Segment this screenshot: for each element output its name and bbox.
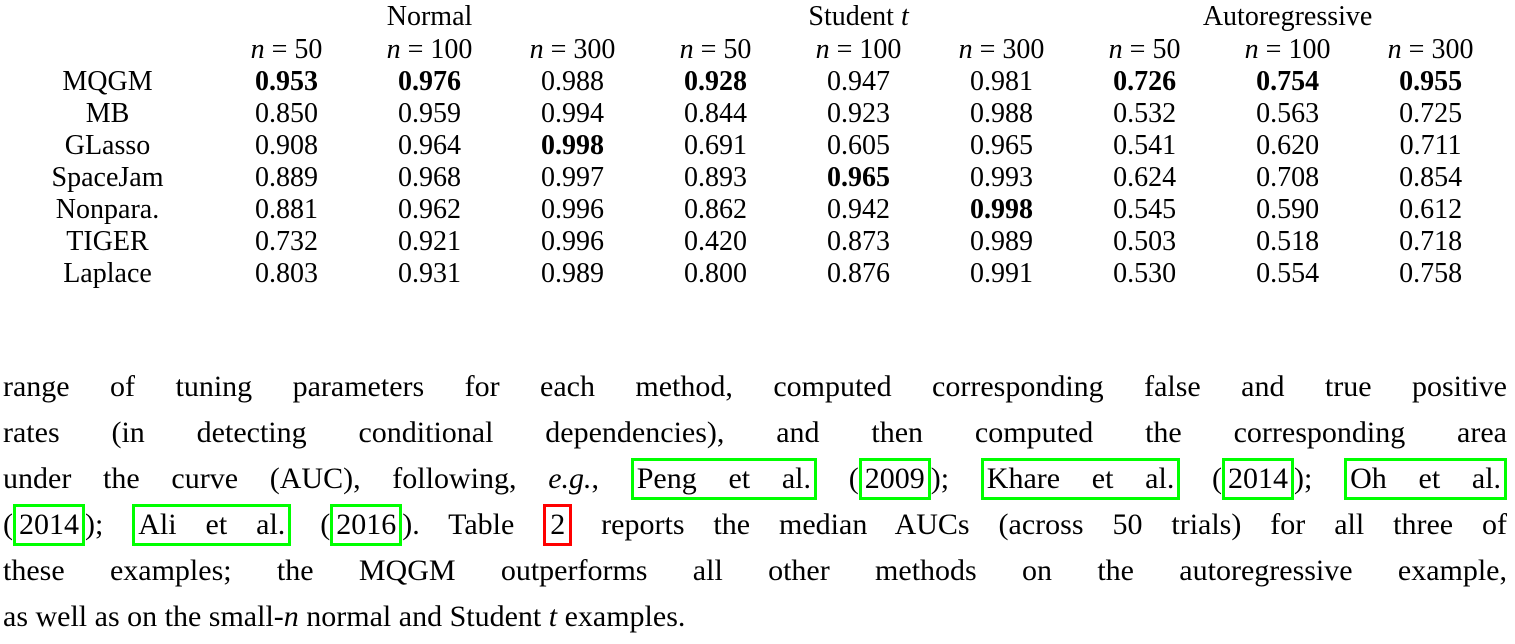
corner-cell — [0, 33, 215, 66]
auc-value-cell: 0.624 — [1113, 162, 1177, 193]
auc-value-cell: 0.754 — [1256, 66, 1320, 97]
auc-value-cell: 0.889 — [255, 162, 318, 193]
auc-value-cell: 0.997 — [541, 162, 605, 193]
paragraph-line — [3, 548, 1507, 594]
auc-value-cell: 0.691 — [684, 130, 748, 161]
column-header-n-100 — [1216, 33, 1359, 66]
column-header-row — [0, 33, 1502, 66]
citation-link[interactable]: 2014 — [13, 504, 85, 546]
method-label: Nonpara. — [55, 194, 160, 225]
text-run: ); — [85, 508, 133, 541]
group-header-label: Student — [808, 1, 901, 32]
auc-value-cell: 0.545 — [1113, 194, 1177, 225]
auc-value-cell: 0.976 — [398, 66, 461, 97]
auc-value-cell: 0.563 — [1256, 98, 1320, 129]
text-run: ( — [291, 508, 331, 541]
column-header-n-100 — [358, 33, 501, 66]
auc-value-cell: 0.532 — [1113, 98, 1177, 129]
column-header-value: = 50 — [1122, 33, 1181, 65]
results-table-section — [0, 0, 1515, 290]
auc-value-cell: 0.725 — [1399, 98, 1463, 129]
text-run: range of tuning parameters for each method, computed corresponding false and true positive — [3, 370, 1507, 403]
method-label: TIGER — [66, 226, 149, 257]
math-var-n: n — [529, 33, 544, 65]
auc-value-cell: 0.893 — [684, 162, 748, 193]
text-run: these examples; the MQGM outperforms all other methods on the autoregressive example, — [3, 554, 1507, 587]
method-label: GLasso — [64, 130, 151, 161]
group-header-normal — [215, 1, 644, 33]
group-header-autoregressive — [1073, 1, 1502, 33]
auc-value-cell: 0.994 — [541, 98, 605, 129]
math-var-n: n — [1108, 33, 1123, 65]
auc-value-cell: 0.844 — [684, 98, 748, 129]
citation-link[interactable]: Khare et al. — [981, 458, 1181, 500]
group-header-label: Normal — [386, 1, 473, 32]
group-header-math: t — [900, 1, 909, 32]
auc-value-cell: 0.996 — [541, 226, 605, 257]
paragraph-line — [3, 364, 1507, 410]
column-header-value: = 100 — [400, 33, 473, 65]
corner-cell — [0, 1, 215, 33]
auc-value-cell: 0.803 — [255, 258, 318, 289]
auc-value-cell: 0.518 — [1256, 226, 1320, 257]
text-run: , — [591, 462, 631, 495]
auc-value-cell: 0.988 — [541, 66, 605, 97]
method-label: Laplace — [63, 258, 152, 289]
math-var-n: n — [1387, 33, 1402, 65]
math-var-n: n — [815, 33, 830, 65]
column-header-value: = 300 — [972, 33, 1045, 65]
text-run: ); — [930, 462, 981, 495]
citation-link[interactable]: Oh et al. — [1344, 458, 1507, 500]
auc-value-cell: 0.876 — [827, 258, 891, 289]
auc-value-cell: 0.732 — [255, 226, 318, 257]
auc-value-cell: 0.554 — [1256, 258, 1320, 289]
column-header-n-50 — [644, 33, 787, 66]
italic-run: t — [548, 600, 558, 633]
table-row — [0, 66, 1502, 98]
auc-value-cell: 0.947 — [827, 66, 891, 97]
auc-value-cell: 0.993 — [970, 162, 1034, 193]
group-header-row — [0, 1, 1502, 33]
auc-value-cell: 0.908 — [255, 130, 318, 161]
auc-results-table — [0, 1, 1502, 290]
auc-value-cell: 0.503 — [1113, 226, 1177, 257]
auc-value-cell: 0.998 — [541, 130, 605, 161]
group-header-student-t — [644, 1, 1073, 33]
auc-value-cell: 0.921 — [398, 226, 461, 257]
auc-value-cell: 0.991 — [970, 258, 1034, 289]
table-row — [0, 194, 1502, 226]
column-header-n-50 — [1073, 33, 1216, 66]
column-header-value: = 100 — [1258, 33, 1331, 65]
table-row — [0, 98, 1502, 130]
text-run: ). Table — [402, 508, 544, 541]
citation-link[interactable]: 2009 — [859, 458, 931, 500]
citation-link[interactable]: 2014 — [1222, 458, 1294, 500]
column-header-n-50 — [215, 33, 358, 66]
auc-value-cell: 0.873 — [827, 226, 891, 257]
paragraph-line — [3, 410, 1507, 456]
text-run: ( — [3, 508, 13, 541]
method-label: MQGM — [62, 66, 153, 97]
table-ref-link[interactable]: 2 — [543, 504, 572, 546]
auc-value-cell: 0.718 — [1399, 226, 1463, 257]
auc-value-cell: 0.968 — [398, 162, 461, 193]
auc-value-cell: 0.928 — [684, 66, 748, 97]
auc-value-cell: 0.989 — [970, 226, 1034, 257]
auc-value-cell: 0.862 — [684, 194, 748, 225]
auc-value-cell: 0.711 — [1399, 130, 1462, 161]
auc-value-cell: 0.590 — [1256, 194, 1320, 225]
auc-value-cell: 0.923 — [827, 98, 891, 129]
text-run: examples. — [557, 600, 686, 633]
method-label: MB — [85, 98, 130, 129]
column-header-n-100 — [787, 33, 930, 66]
auc-value-cell: 0.726 — [1113, 66, 1177, 97]
paragraph-line — [3, 502, 1507, 548]
auc-value-cell: 0.800 — [684, 258, 748, 289]
auc-value-cell: 0.612 — [1399, 194, 1463, 225]
column-header-n-300 — [930, 33, 1073, 66]
group-header-label: Autoregressive — [1202, 1, 1373, 32]
auc-value-cell: 0.953 — [255, 66, 318, 97]
math-var-n: n — [250, 33, 265, 65]
auc-value-cell: 0.541 — [1113, 130, 1177, 161]
auc-value-cell: 0.998 — [970, 194, 1034, 225]
auc-value-cell: 0.988 — [970, 98, 1034, 129]
citation-link[interactable]: Ali et al. — [132, 504, 291, 546]
table-row — [0, 162, 1502, 194]
auc-value-cell: 0.420 — [684, 226, 748, 257]
text-run: reports the median AUCs (across 50 trials) for all three of — [572, 508, 1508, 541]
auc-value-cell: 0.965 — [827, 162, 891, 193]
text-run: under the curve (AUC), following, — [3, 462, 549, 495]
table-row — [0, 226, 1502, 258]
column-header-value: = 300 — [1401, 33, 1474, 65]
paragraph-line — [3, 594, 1507, 640]
math-var-n: n — [1244, 33, 1259, 65]
text-run: as well as on the small- — [3, 600, 284, 633]
auc-value-cell: 0.850 — [255, 98, 318, 129]
auc-value-cell: 0.989 — [541, 258, 605, 289]
auc-value-cell: 0.942 — [827, 194, 891, 225]
text-run: ( — [817, 462, 859, 495]
auc-value-cell: 0.758 — [1399, 258, 1463, 289]
column-header-value: = 100 — [829, 33, 902, 65]
citation-link[interactable]: 2016 — [330, 504, 402, 546]
citation-link[interactable]: Peng et al. — [631, 458, 817, 500]
auc-value-cell: 0.959 — [398, 98, 461, 129]
auc-value-cell: 0.964 — [398, 130, 461, 161]
auc-value-cell: 0.996 — [541, 194, 605, 225]
method-label: SpaceJam — [51, 162, 164, 193]
auc-value-cell: 0.962 — [398, 194, 461, 225]
auc-value-cell: 0.708 — [1256, 162, 1320, 193]
text-run: rates (in detecting conditional dependencies), and then computed the corresponding area — [3, 416, 1507, 449]
auc-value-cell: 0.854 — [1399, 162, 1463, 193]
table-row — [0, 130, 1502, 162]
math-var-n: n — [958, 33, 973, 65]
column-header-n-300 — [1359, 33, 1502, 66]
paragraph-line — [3, 456, 1507, 502]
auc-value-cell: 0.605 — [827, 130, 891, 161]
italic-run: n — [283, 600, 299, 633]
auc-value-cell: 0.530 — [1113, 258, 1177, 289]
auc-value-cell: 0.955 — [1399, 66, 1463, 97]
auc-value-cell: 0.965 — [970, 130, 1034, 161]
table-row — [0, 258, 1502, 290]
text-run: ); — [1294, 462, 1345, 495]
italic-run: e.g. — [548, 462, 592, 495]
column-header-value: = 300 — [543, 33, 616, 65]
auc-value-cell: 0.620 — [1256, 130, 1320, 161]
auc-value-cell: 0.931 — [398, 258, 461, 289]
math-var-n: n — [679, 33, 694, 65]
column-header-value: = 50 — [264, 33, 323, 65]
column-header-n-300 — [501, 33, 644, 66]
text-run: normal and Student — [298, 600, 549, 633]
auc-value-cell: 0.981 — [970, 66, 1034, 97]
math-var-n: n — [386, 33, 401, 65]
auc-value-cell: 0.881 — [255, 194, 318, 225]
body-paragraph — [3, 364, 1507, 640]
text-run: ( — [1180, 462, 1223, 495]
column-header-value: = 50 — [693, 33, 752, 65]
